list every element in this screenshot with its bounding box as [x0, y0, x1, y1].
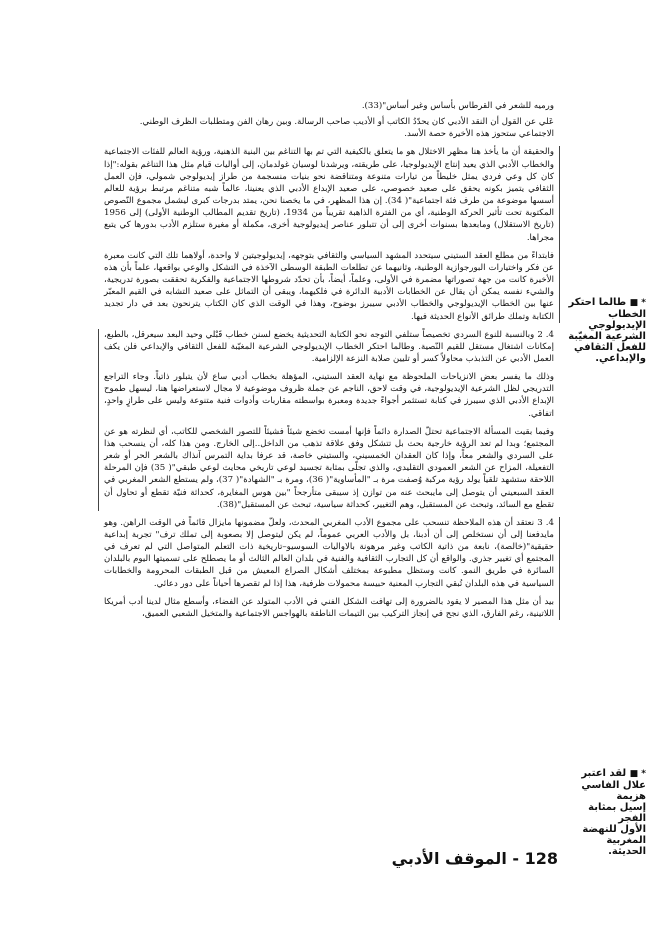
paragraph-1: ورميه للشعر في القرطاس بأساس وغير أساس"(33).: [361, 101, 554, 111]
sidenote-1-line-2: الخطاب: [608, 309, 646, 320]
paragraph-7: وذلك ما يفسر بعض الانزياحات الملحوظة مع نهاية العقد الستيني، المؤهلة بخطاب أدبي ساع لأن يتبلور ذاتياً. وجاء التراجع التدريجي لظل الشرعية الإيديولوجية، في وقت لاحق، الناجم عن جملة ظروف موضوعية لا مجال لاستعراضها هنا، ليسهل طموح الإبداع الأدبي الذي سيبرز في كتابة تستثمر أجواءً جديدة ومعبرة بواسطته مقاربات وأدوات فنية متنوعة وليس على طرازٍ واحدٍ، اتفاقي.: [104, 372, 554, 419]
paragraph-9: 4. 3 نعتقد أن هذه الملاحظة تنسحب على مجموع الأدب المغربي المحدث، ولعلّ مضمونها مايزال قائماً في الوقت الراهن. وهو مايدفعنا إلى أن نستخلص إلى أن أدبنا، بل والأدب العربي عموماً، لم يكن ليتوصل إلا بصعوبة إلى تملك ترف" تجربة إبداعية حقيقية"(خالصة)، نابعة من ذاتية الكاتب وغير مرهونة بالاواليات السوسيو–تاريخية ذات التعلم المتواصل التي لم تعرف في المجتمع أي تغيير جذري. والواقع أن كل التجارب الثقافية والفنية في بلدان العالم الثالث أو ما يصطلح على تسميتها اليوم بالبلدان السائرة في طريق النمو. كانت وستظل مطبوعة بمختلف أشكال الصراع المعيش من قبل الطبقات المحرومة والخطابات السياسية في هذه البلدان تُبقي التجارب المعنية حبيسة محمولات ظرفية، هذا إذا لم تقصرها أحياناً على دور دعائي.: [104, 517, 555, 589]
sidenote-2-line-5: المغربية الحديثة.: [606, 835, 646, 857]
sidenote-1-line-3: الإيديولوجي: [588, 320, 646, 331]
footer-separator: -: [512, 849, 520, 868]
page-footer: [368, 849, 558, 868]
sidenote-2-line-2: علال الفاسي هزيمة: [581, 780, 646, 802]
page-number: 128: [524, 849, 558, 868]
journal-title: الموقف الأدبي: [391, 849, 507, 868]
sidenote-2: [566, 768, 646, 857]
sidenote-2-line-3: إسيل بمثابة الفجر: [588, 802, 646, 824]
sidenote-1-line-6: والإبداعي.: [595, 353, 646, 364]
sidenote-1-line-1: طالما احتكر: [568, 297, 627, 308]
sidenote-1: [566, 297, 646, 364]
paragraph-5: فابتداءً من مطلع العقد الستيني سيتحدد المشهد السياسي والثقافي بتوجهه، إيديولوجيتين لا واحدة، أولاهما تلك التي كانت معبرة عن فكر واختيارات البورجوازية الوطنية، وثانيهما عن تطلعات الطبقة الوسطى الآخذة في التشكل والوعي بواقعها، علماً بأن هذه الأخيرة كانت من جهة تصوراتها مضمرة في الأولى، وعلماً، أيضاً، بأن تحدّد شروطها الاجتماعية والفكرية تحققت بصورة تدريجية، والشيء نفسه يمكن أن يقال عن الخطابات الأدبية الدائرة في فلكيهما، ويبقى أن التماثل على صعيد التشابه في القيم المعبّر عنها بين الخطاب الإيديولوجي والخطاب الأدبي سيبرز بوضوح، وهذا في الوقت الذي كان الكتاب يترنحون بعد في دار تجديد الكتابة وتملك طرائق الأنواع الحديثة فيها.: [104, 250, 554, 322]
bullet-icon: * ■: [629, 298, 646, 308]
sidenote-2-line-4: الأول للنهضة: [582, 824, 646, 835]
paragraph-10: بيد أن مثل هذا المصير لا يقود بالضرورة إلى تهافت الشكل الفني في الأدب المتولد عن الفضاء، وأسطع مثال لدينا أدب أمريكا اللاتينية، رغم الفارق، الذي نجح في إنجاز التركيب بين التيمات الناطقة بالهواجس الاجتماعية والمتخيل الشعبي العميق،: [104, 596, 554, 619]
paragraph-8: وفيما بقيت المسألة الاجتماعية تحتلّ الصدارة دائماً فإنها أمست تخضع شيئاً فشيئاً للتصور الشخصي للكاتب، أي لنظرته هو عن المجتمع؛ وبدا لم تعد الرؤية خارجية بحث بل تتشكل وفق علاقة تذهب من الداخل..إلى الخارج. ومن هذا كله، أن ينسحب هذا على السردي والشعر معاً، وإذا كان العقدان الخمسيني، والستيني خاصة، قد عرفا بداية التمرس آنذاك بالشعر الحر أو شعر التفعيلة، المزاح عن الشعر العمودي التقليدي، والذي تجلّى بمثابة تجسيد لوعي تاريخي محايث لوعي طبقي"( 35) فإن المرحلة اللاحقة ستشهد تلقياً يولد رؤية مركبة وُصفت مرة بـ "المأساوية"( 36)، ومرة بـ "الشهادة"( 37)، ولم يستطع الشعر المغربي في العقد السبعيني أن يتوصل إلى مايبحث عنه من توازن إذ سيبقى متأرجحاً "بين هوس المغايرة، كحداثة فنيّة تقطع أو تحاول أن تقطع مع السائد، وتبحث عن المستقبل، وهم التغيير، كحداثة سياسية، تبحث عن المستقبل"(38).: [104, 426, 554, 510]
boxed-section-3: [104, 517, 560, 620]
boxed-section-1: [104, 146, 560, 322]
paragraph-4: والحقيقة أن ما يأخذ هنا مظهر الاختلال هو ما يتعلق بالكيفية التي تم بها التناغم بين البنية الذهنية، ورؤية العالم للفئات الاجتماعية والخطاب الأدبي الذي يعيد إنتاج الإيديولوجيا، على طريقته، ويرشدنا لوسيان غولدمان، إلى أواليات قيام مثل هذا التناغم بقوله:"إذا كان كل وعي فردي يمثل خليطاً من تيارات متنوعة ومتناقضة نحو بنيات منسجمة من طراز إيديولوجي شمولي، فإن العمل الثقافي يتميز بكونه يحقق على صعيد خصوصي، على صعيد الإبداع الأدبي الذي يعنينا، عالماً شبه متناغم مرتبط برؤية للعالم أسسها موضوعة من طرف فئة اجتماعية"( 34). إن هذا المظهر، في ما يخصنا نحن، يمتد بدرجات كبرى ليشمل مجموع النّصوص المكتوبة تحت تأثير الحركة الوطنية، أي من الفترة الذاهبة تقريباً من 1934، (تاريخ تقديم المطالب الوطنية الأولى) إلى 1956 (تاريخ الاستقلال) ومابعدها بسنوات أخرى إلى أن تتبلور عناصر إيديولوجية أخرى، مكملة أو مغيرة ستلزم الأدب بدورها كي يتبع مجراها.: [104, 147, 554, 243]
sidenote-1-line-5: للفعل الثقافي: [574, 342, 646, 353]
bullet-icon: * ■: [629, 769, 646, 779]
paragraph-2: عَلي عن القول أن النقد الأدبي كان يحدّدُ الكاتب أو الأديب صاحب الرسالة. وبين رهان الفن ومتطلبات الظرف الوطني.: [139, 117, 554, 128]
sidenote-2-line-1: لقد اعتبر: [581, 768, 627, 779]
boxed-section-2: [98, 329, 554, 511]
sidenote-1-line-4: الشرعية المغيّبة: [568, 331, 646, 342]
paragraph-6: 4. 2 وبالنسبة للنوع السردي تخصيصاً ستلفي التوجه نحو الكتابة التحديثية يخضع لسنن خطاب قَبْلي وحيد البعد سيعرقل، بالطبع، إمكانات اشتغال مستقل للقيم النّصية. وطالما احتكر الخطاب الإيديولوجي الشرعية المغيّبة للفعل الثقافي والإبداعي فلن يكف العمل الأدبي عن التذبذب محاولاً كسر أو تليين صلابة النزعة الإلزامية.: [104, 329, 555, 364]
main-text-column: [104, 100, 554, 620]
paragraph-3: الاجتماعي ستحوز هذه الأخيرة حصة الأسد.: [404, 129, 554, 140]
